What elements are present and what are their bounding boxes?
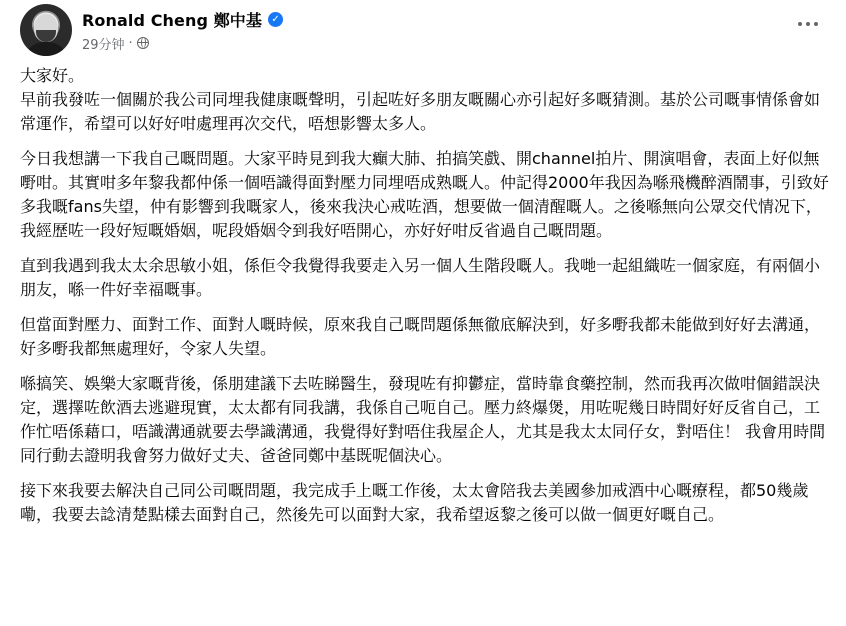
post-paragraph: 但當面對壓力、面對工作、面對人嘅時候，原來我自己嘅問題係無徹底解決到，好多嘢我都未能做到好好去溝通，好多嘢我都無處理好，令家人失望。 [20, 315, 821, 358]
verified-badge-icon: ✓ [268, 12, 283, 27]
globe-icon[interactable] [137, 37, 149, 49]
more-options-icon [798, 22, 802, 26]
post-paragraph: 接下來我要去解決自己同公司嘅問題，我完成手上嘅工作後，太太會陪我去美國參加戒酒中心嘅療程，都50幾歲嘞，我要去諗清楚點樣去面對自己，然後先可以面對大家，我希望返黎之後可以做一個更好嘅自己。 [20, 481, 809, 524]
author-name-row [82, 8, 283, 31]
post-paragraph: 直到我遇到我太太余思敏小姐，係佢令我覺得我要走入另一個人生階段嘅人。我哋一起組織咗一個家庭，有兩個小朋友，喺一件好幸福嘅事。 [20, 256, 821, 299]
avatar-shoulders [24, 42, 68, 56]
post-header [20, 4, 283, 56]
post-timestamp[interactable]: 29分钟 [82, 37, 125, 53]
subline-separator: · [128, 35, 133, 51]
more-options-icon-dot [806, 22, 810, 26]
post-paragraph: 早前我發咗一個關於我公司同埋我健康嘅聲明，引起咗好多朋友嘅關心亦引起好多嘅猜測。基於公司嘅事情係會如常運作，希望可以好好咁處理再次交代，唔想影響太多人。 [20, 90, 821, 133]
post-paragraph: 今日我想講一下我自己嘅問題。大家平時見到我大癲大肺、拍搞笑戲、開channel拍片、開演唱會，表面上好似無嘢咁。其實咁多年黎我都仲係一個唔識得面對壓力同埋唔成熟嘅人。仲記得2000年我因為喺飛機醉酒鬧事，引致好多我嘅fans失望，仲有影響到我嘅家人，後來我決心戒咗酒，想要做一個清醒嘅人。之後喺無向公眾交代情况下，我經歷咗一段好短嘅婚姻，呢段婚姻令到我好唔開心，亦好好咁反省過自己嘅問題。 [20, 149, 829, 240]
author-avatar[interactable] [20, 4, 72, 56]
more-options-icon-dot [814, 22, 818, 26]
post-paragraph: 大家好。 [20, 66, 85, 85]
post-paragraph: 喺搞笑、娛樂大家嘅背後，係朋建議下去咗睇醫生，發現咗有抑鬱症，當時靠食藥控制，然而我再次做咁個錯誤決定，選擇咗飲酒去逃避現實，太太都有同我講，我係自己呃自己。壓力終爆煲，用咗呢幾日時間好好反省自己，工作忙唔係藉口，唔識溝通就要去學識溝通，我覺得好對唔住我屋企人，尤其是我太太同仔女，對唔住！ 我會用時間同行動去證明我會努力做好丈夫、爸爸同鄭中基既呢個決心。 [20, 374, 826, 465]
more-options-button[interactable] [790, 6, 826, 42]
post-body [20, 64, 832, 538]
post-subline [82, 34, 283, 53]
post-meta [82, 8, 283, 53]
author-name[interactable]: Ronald Cheng 鄭中基 [82, 10, 263, 30]
